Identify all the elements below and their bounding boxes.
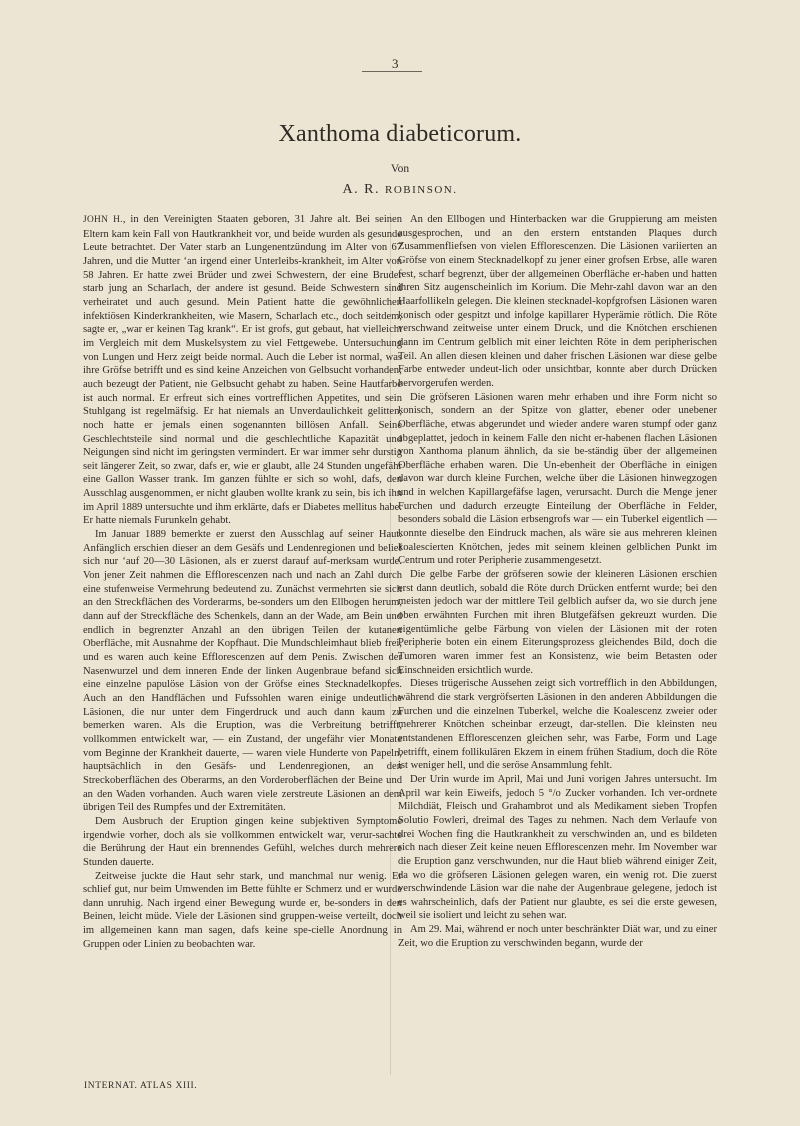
right-paragraph: Der Urin wurde im April, Mai und Juni vorigen Jahres untersucht. Im April war kein Eiweifs, jedoch 5 °/o Zucker vorhanden. Ich ver-ordnete Milchdiät, Fleisch und Grahambrot und als Medikament sieben Tropfen Solutio Fowleri, dreimal des Tages zu nehmen. Nach dem Verlaufe von drei Wochen fing die Hautkrankheit zu verschwinden an, und es bildeten sich nach dieser Zeit keine neuen Efflorescenzen mehr. Im November war die Eruption ganz verschwunden, nur die Haut blieb während einiger Zeit, da wo die gröfseren Läsionen gelegen waren, ein wenig rot. Die zuerst verschwindende Läsion war die nahe der Augenbraue gelegene, jedoch ist es wahrscheinlich, dafs der Patient nur glaubte, es sei die erste gewesen, weil sie isoliert und leicht zu sehen war. [398, 773, 717, 922]
page-number-rule [362, 71, 422, 72]
left-paragraph: Zeitweise juckte die Haut sehr stark, und manchmal nur wenig. Er schlief gut, nur beim Umwenden im Bette fühlte er Schmerz und er wurde dann unruhig. Nach irgend einer Bewegung wurde er, be-sonders in den Beinen, leicht müde. Viele der Läsionen sind gruppen-weise verteilt, doch im allgemeinen kann man sagen, dafs keine spe-cielle Anordnung in Gruppen oder Linien zu beobachten war. [83, 870, 402, 950]
author-initials: A. R. [342, 182, 380, 197]
right-paragraph: Die gelbe Farbe der gröfseren sowie der kleineren Läsionen erschien erst dann deutlich, sobald die Röte durch Drücken entfernt wurde; bei den meisten jedoch war der mittlere Teil gelblich aufser da, wo sie durch jene oben erwähnten Furchen mit ihren Blutgefäfsen gekreuzt wurden. Die eigentümliche gelbe Färbung von vielen der Läsionen mit der roten Peripherie boten ein einem Eiterungsprozess gleichendes Bild, doch die Tumoren waren immer fest an Konsistenz, wie beim Betasten oder Einschneiden ersichtlich wurde. [398, 569, 717, 676]
right-paragraph: Am 29. Mai, während er noch unter beschränkter Diät war, und zu einer Zeit, wo die Eruption zu verschwinden begann, wurde der [398, 924, 717, 949]
byline: Von [390, 163, 410, 175]
right-paragraph: Die gröfseren Läsionen waren mehr erhaben und ihre Form nicht so konisch, sondern an der Spitze von glatter, ebener oder unebener Oberfläche, etwas abgerundet und wieder andere waren stumpf oder ganz abgeplattet, jedoch in keinem Falle den nicht er-habenen flachen Läsionen von Xanthoma planum ähnlich, da sie be-ständig über der allgemeinen Oberfläche erhaben waren. Die Un-ebenheit der Oberfläche in einigen davon war durch kleine Furchen, welche über die Läsionen hinwegzogen und in welchen Kapillargefäfse lagen, verursacht. Durch die Menge jener Furchen und dadurch erzeugte Einteilung der Oberfläche in Felder, besonders sobald die Läsion erbsengrofs war — ein Tuberkel eigentlich — konnte dieselbe den Eindruck machen, als wäre sie aus mehreren kleinen koalescierten Knötchen, jedes mit seinem kleinen gelblichen Punkt im Centrum und roter Peripherie zusammengesetzt. [398, 391, 717, 567]
article-title: Xanthoma diabeticorum. [278, 121, 522, 147]
left-column [83, 213, 402, 951]
right-paragraph: Dieses trügerische Aussehen zeigt sich vortrefflich in den Abbildungen, während die stark vergröfserten Läsionen in den anderen Abbildungen die Furchen und die einzelnen Tuberkel, welche die Koalescenz zweier oder mehrerer Knötchen scheinbar erzeugt, dar-stellen. Die kleinsten neu entstandenen Efflorescenzen gleichen sehr, was Farbe, Form und Lage betrifft, einem follikulären Ekzem in einem frühen Stadium, doch die Röte ist weniger hell, und die seröse Ansammlung fehlt. [398, 678, 717, 772]
left-paragraph: Dem Ausbruch der Eruption gingen keine subjektiven Symptome irgendwie vorher, doch als sie vollkommen entwickelt war, verur-sachte die Berührung der Haut ein brennendes Gefühl, welches durch mehrere Stunden dauerte. [83, 815, 402, 868]
page-footer: INTERNAT. ATLAS XIII. [84, 1081, 198, 1091]
page-number: 3 [392, 56, 399, 71]
left-paragraph: Im Januar 1889 bemerkte er zuerst den Ausschlag auf seiner Haut. Anfänglich erschien dieser an dem Gesäfs und Lendenregionen und belief sich nur ‘auf 20—30 Läsionen, als er zuerst darauf auf-merksam wurde. Von jener Zeit nahmen die Efflorescenzen nach und nach an Zahl durch eine stufenweise Vermehrung bedeutend zu. Zunächst vermehrten sie sich an den Streckflächen des Vorderarms, be-sonders um den Ellbogen herum, dann auf der Streckfläche des Schenkels, dann an der Wade, am Bein und endlich in begrenzter Anzahl an den übrigen Teilen der kutanen Oberfläche, mit Ausnahme der Kopfhaut. Die Mundschleimhaut blieb frei, und es waren auch keine Efflorescenzen auf dem Penis. Zwischen der Nasenwurzel und dem inneren Ende der linken Augenbraue befand sich eine einzelne papulöse Läsion von der Gröfse eines Stecknadelkopfes. Auch an den Handflächen und Fufssohlen waren einige undeutliche Läsionen, die nur unter dem Fingerdruck und auch dann kaum zu bemerken waren. Als die Eruption, was die Verbreitung betrifft, vollkommen entwickelt war, — ein Zustand, der ungefähr vier Monate vom Beginne der Krankheit dauerte, — waren viele Hunderte von Papeln, hauptsächlich in den Gesäfs- und Lendenregionen, an den Streckoberflächen des Oberarms, an den Vorderoberflächen der Beine und an den Waden vorhanden. Auch waren viele zerstreute Läsionen an dem übrigen Teil des Rumpfes und der Extremitäten. [83, 529, 402, 814]
author-surname: ROBINSON. [384, 184, 458, 196]
author-line [0, 182, 800, 198]
right-paragraph: An den Ellbogen und Hinterbacken war die Gruppierung am meisten ausgesprochen, und an den erstern entstanden Plaques durch Zusammenfliefsen von vielen Efflorescenzen. Die Läsionen variierten an Gröfse von einem Stecknadelkopf zu jener einer grofsen Erbse, alle waren fest, scharf begrenzt, über der allgemeinen Oberfläche er-haben und hatten ihren Sitz augenscheinlich im Korium. Die Mehr-zahl davon war an den Haarfollikeln gelegen. Die kleinen stecknadel-kopfgrofsen Läsionen waren konisch oder gespitzt und infolge kapillarer Hyperämie rötlich. Die Röte verschwand zeitweise unter einem Druck, und die Knötchen erschienen dann im Centrum gelblich mit einer leichten Röte in dem peripherischen Teil. An allen diesen kleinen und daher frischen Läsionen war diese gelbe Farbe entweder undeut-lich oder unsichtbar, konnte aber durch Drücken hervorgerufen werden. [398, 214, 717, 389]
lead-name: JOHN H. [83, 215, 123, 225]
right-column [398, 213, 717, 950]
left-paragraph [83, 213, 402, 528]
paragraph-text: , in den Vereinigten Staaten geboren, 31 Jahre alt. Bei seinen Eltern kam kein Fall von Hautkrankheit vor, und beide wurden als gesunde Leute betrachtet. Der Vater starb an Lungenentzündung im Alter von 67 Jahren, und die Mutter ‘an irgend einer Unterleibs-krankheit, im Alter von 58 Jahren. Er hatte zwei Brüder und zwei Schwestern, der eine Bruder starb jung an Scharlach, der andere ist gesund. Beide Schwestern sind verheiratet und auch gesund. Mein Patient hatte die gewöhnlichen infektiösen Kinderkrankheiten, wie Masern, Scharlach etc., doch seitdem, sagte er, „war er keinen Tag krank“. Er ist grofs, gut gebaut, hat vielleicht im Vergleich mit dem Muskelsystem zu viel Fettgewebe. Untersuchung von Lungen und Herz zeigt beide normal. Auch die Leber ist normal, was ihre Gröfse betrifft und es sind keine Anzeichen von Gelbsucht vorhanden; auch bezeugt der Patient, nie Gelbsucht gehabt zu haben. Seine Hautfarbe ist auch normal. Er erfreut sich eines vortrefflichen Appetites, und sein Stuhlgang ist regelmäfsig. Er hat niemals an Unverdaulichkeit gelitten, noch hatte er jemals einen sogenannten billösen Anfall. Seine Geschlechtsteile sind normal und die geschlechtliche Kapazität und Neigungen sind nicht im geringsten vermindert. Er war immer sehr durstig seit längerer Zeit, so zwar, dafs er, wie er glaubt, alle 24 Stunden ungefähr eine Gallon Wasser trank. Im ganzen fühlte er sich so wohl, dafs, den Ausschlag ausgenommen, er nicht glauben wollte krank zu sein, bis ich ihn im April 1889 untersuchte und ihm erklärte, dafs er Diabetes mellitus habe. Er hatte niemals Furunkeln gehabt. [83, 214, 402, 527]
